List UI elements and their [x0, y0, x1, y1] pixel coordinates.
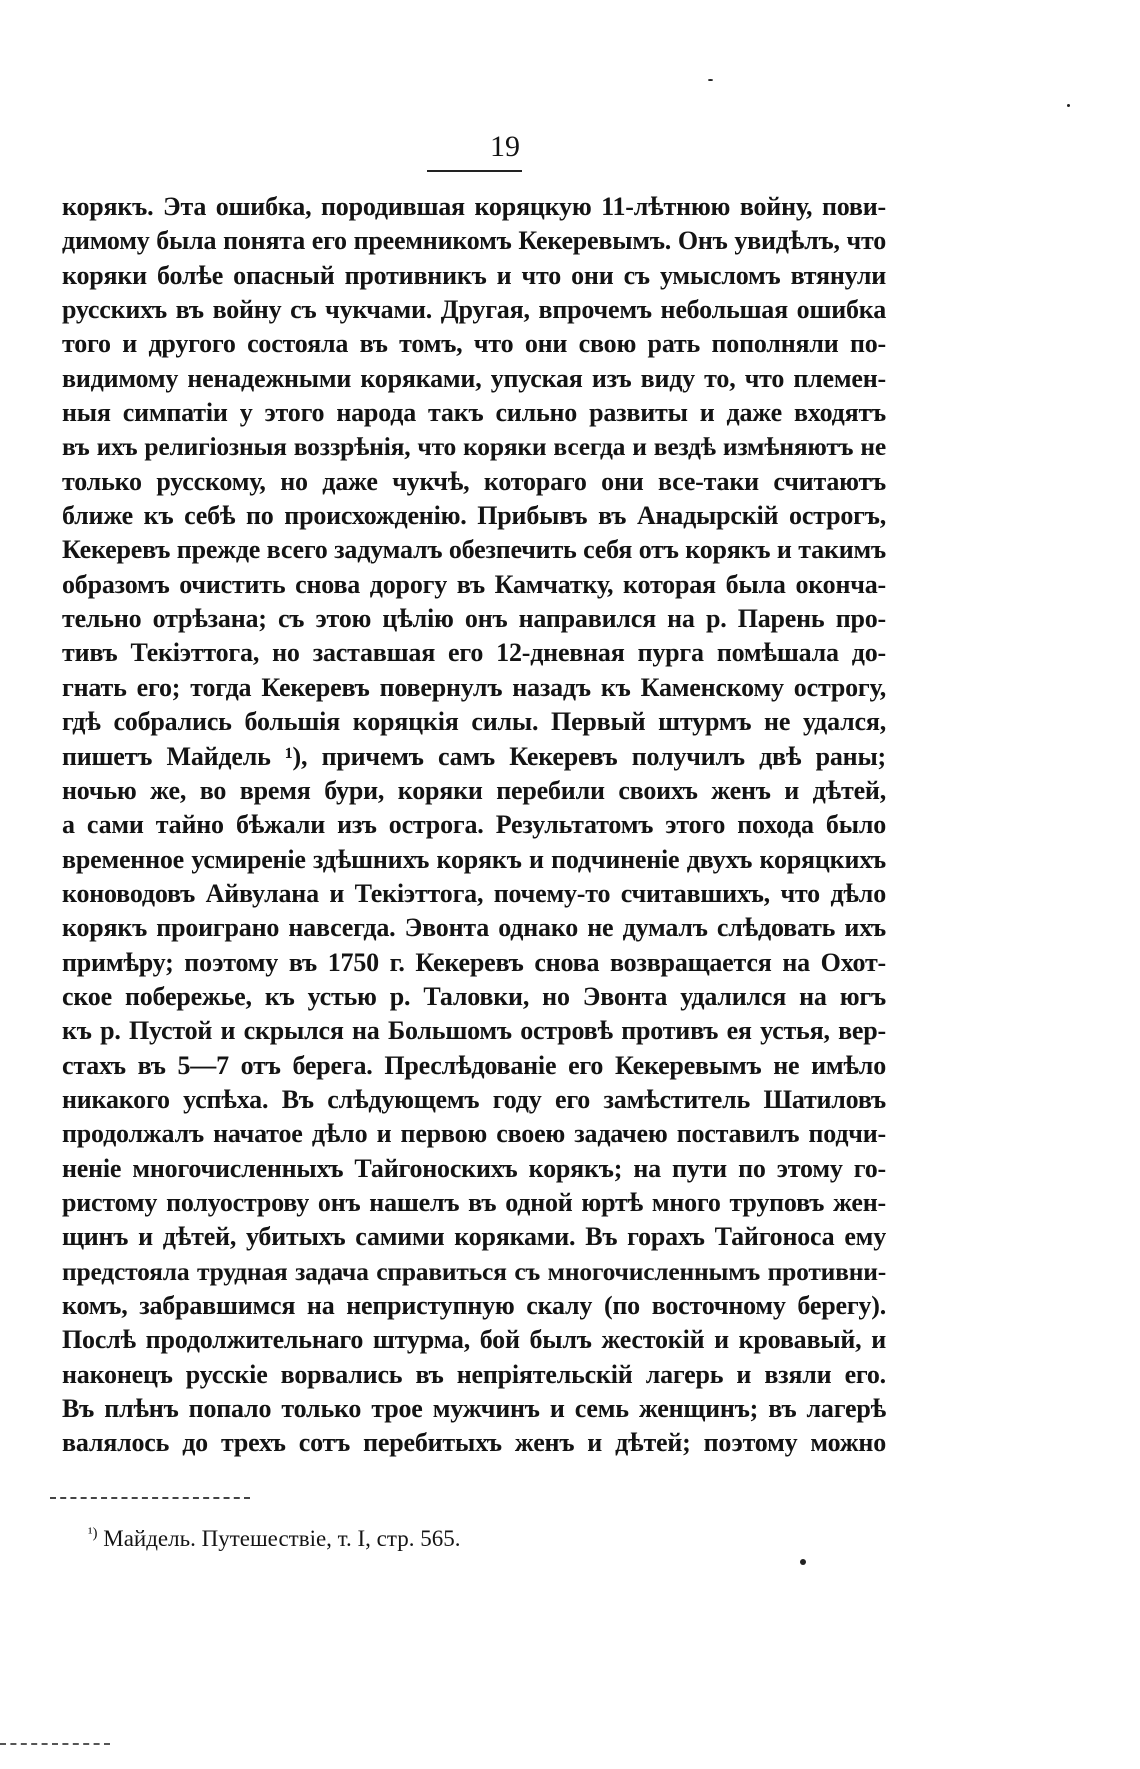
text-line: а сами тайно бѣжали изъ острога. Результатомъ этого похода было [62, 810, 886, 840]
text-line: димому была понята его преемникомъ Кекеревымъ. Онъ увидѣлъ, что [62, 226, 886, 256]
text-line: продолжалъ начатое дѣло и первою своею задачею поставилъ подчи- [62, 1119, 886, 1149]
body-text [62, 190, 886, 1461]
footnote [88, 1524, 460, 1554]
page-number-rule [427, 170, 522, 172]
text-line: только русскому, но даже чукчѣ, котораго они все-таки считаютъ [62, 466, 886, 496]
text-line: ристому полуострову онъ нашелъ въ одной юртѣ много труповъ жен- [62, 1187, 886, 1217]
text-line: щинъ и дѣтей, убитыхъ самими коряками. Въ горахъ Тайгоноса ему [62, 1222, 886, 1252]
text-line: наконецъ русскіе ворвались въ непріятельскій лагерь и взяли его. [62, 1359, 886, 1389]
text-line: предстояла трудная задача справиться съ многочисленнымъ противни- [62, 1256, 886, 1286]
print-speck [800, 1559, 806, 1565]
text-line: никакого успѣха. Въ слѣдующемъ году его замѣститель Шатиловъ [62, 1084, 886, 1114]
text-line: валялось до трехъ сотъ перебитыхъ женъ и дѣтей; поэтому можно [62, 1428, 886, 1458]
text-line: ближе къ себѣ по происхожденію. Прибывъ въ Анадырскій острогъ, [62, 501, 886, 531]
print-speck [1067, 104, 1070, 107]
text-line: къ р. Пустой и скрылся на Большомъ островѣ противъ ея устья, вер- [62, 1016, 886, 1046]
text-line: ское побережье, къ устью р. Таловки, но Эвонта удалился на югъ [62, 981, 886, 1011]
text-line: коряки болѣе опасный противникъ и что они съ умысломъ втянули [62, 260, 886, 290]
text-line: неніе многочисленныхъ Тайгоноскихъ корякъ; на пути по этому го- [62, 1153, 886, 1183]
text-line: Въ плѣнъ попало только трое мужчинъ и семь женщинъ; въ лагерѣ [62, 1394, 886, 1424]
text-line: тельно отрѣзана; съ этою цѣлію онъ направился на р. Парень про- [62, 604, 886, 634]
text-line: тивъ Текіэттога, но заставшая его 12-дневная пурга помѣшала до- [62, 638, 886, 668]
text-line: коноводовъ Айвулана и Текіэттога, почему-то считавшихъ, что дѣло [62, 878, 886, 908]
text-line: пишетъ Майдель ¹), причемъ самъ Кекеревъ получилъ двѣ раны; [62, 741, 886, 771]
text-line: корякъ проиграно навсегда. Эвонта однако не думалъ слѣдовать ихъ [62, 913, 886, 943]
text-line: ночью же, во время бури, коряки перебили своихъ женъ и дѣтей, [62, 775, 886, 805]
footnote-text: Майдель. Путешествіе, т. I, стр. 565. [97, 1526, 461, 1551]
text-line: стахъ въ 5—7 отъ берега. Преслѣдованіе его Кекеревымъ не имѣло [62, 1050, 886, 1080]
text-line: въ ихъ религіозныя воззрѣнія, что коряки всегда и вездѣ измѣняютъ не [62, 432, 886, 462]
text-line: русскихъ въ войну съ чукчами. Другая, впрочемъ небольшая ошибка [62, 295, 886, 325]
text-line: корякъ. Эта ошибка, породившая коряцкую 11-лѣтнюю войну, пови- [62, 192, 886, 221]
text-line: того и другого состояла въ томъ, что они свою рать пополняли по- [62, 329, 886, 359]
text-line: Послѣ продолжительнаго штурма, бой былъ жестокій и кровавый, и [62, 1325, 886, 1355]
text-line: образомъ очистить снова дорогу въ Камчатку, которая была оконча- [62, 569, 886, 599]
text-line: Кекеревъ прежде всего задумалъ обезпечить себя отъ корякъ и такимъ [62, 535, 886, 565]
text-line: примѣру; поэтому въ 1750 г. Кекеревъ снова возвращается на Охот- [62, 947, 886, 977]
text-line: ныя симпатіи у этого народа такъ сильно развиты и даже входятъ [62, 398, 886, 428]
page-number: 19 [490, 130, 520, 163]
text-line: комъ, забравшимся на неприступную скалу (по восточному берегу). [62, 1291, 886, 1320]
text-line: гдѣ собрались большія коряцкія силы. Первый штурмъ не удался, [62, 707, 886, 737]
text-line: видимому ненадежными коряками, упуская изъ виду то, что племен- [62, 363, 886, 393]
text-line: временное усмиреніе здѣшнихъ корякъ и подчиненіе двухъ коряцкихъ [62, 844, 886, 874]
footnote-marker: ¹) [88, 1525, 98, 1542]
text-line: гнать его; тогда Кекеревъ повернулъ назадъ къ Каменскому острогу, [62, 672, 886, 702]
print-speck [708, 79, 713, 81]
scan-edge-mark [0, 1743, 110, 1745]
footnote-separator [50, 1497, 250, 1499]
